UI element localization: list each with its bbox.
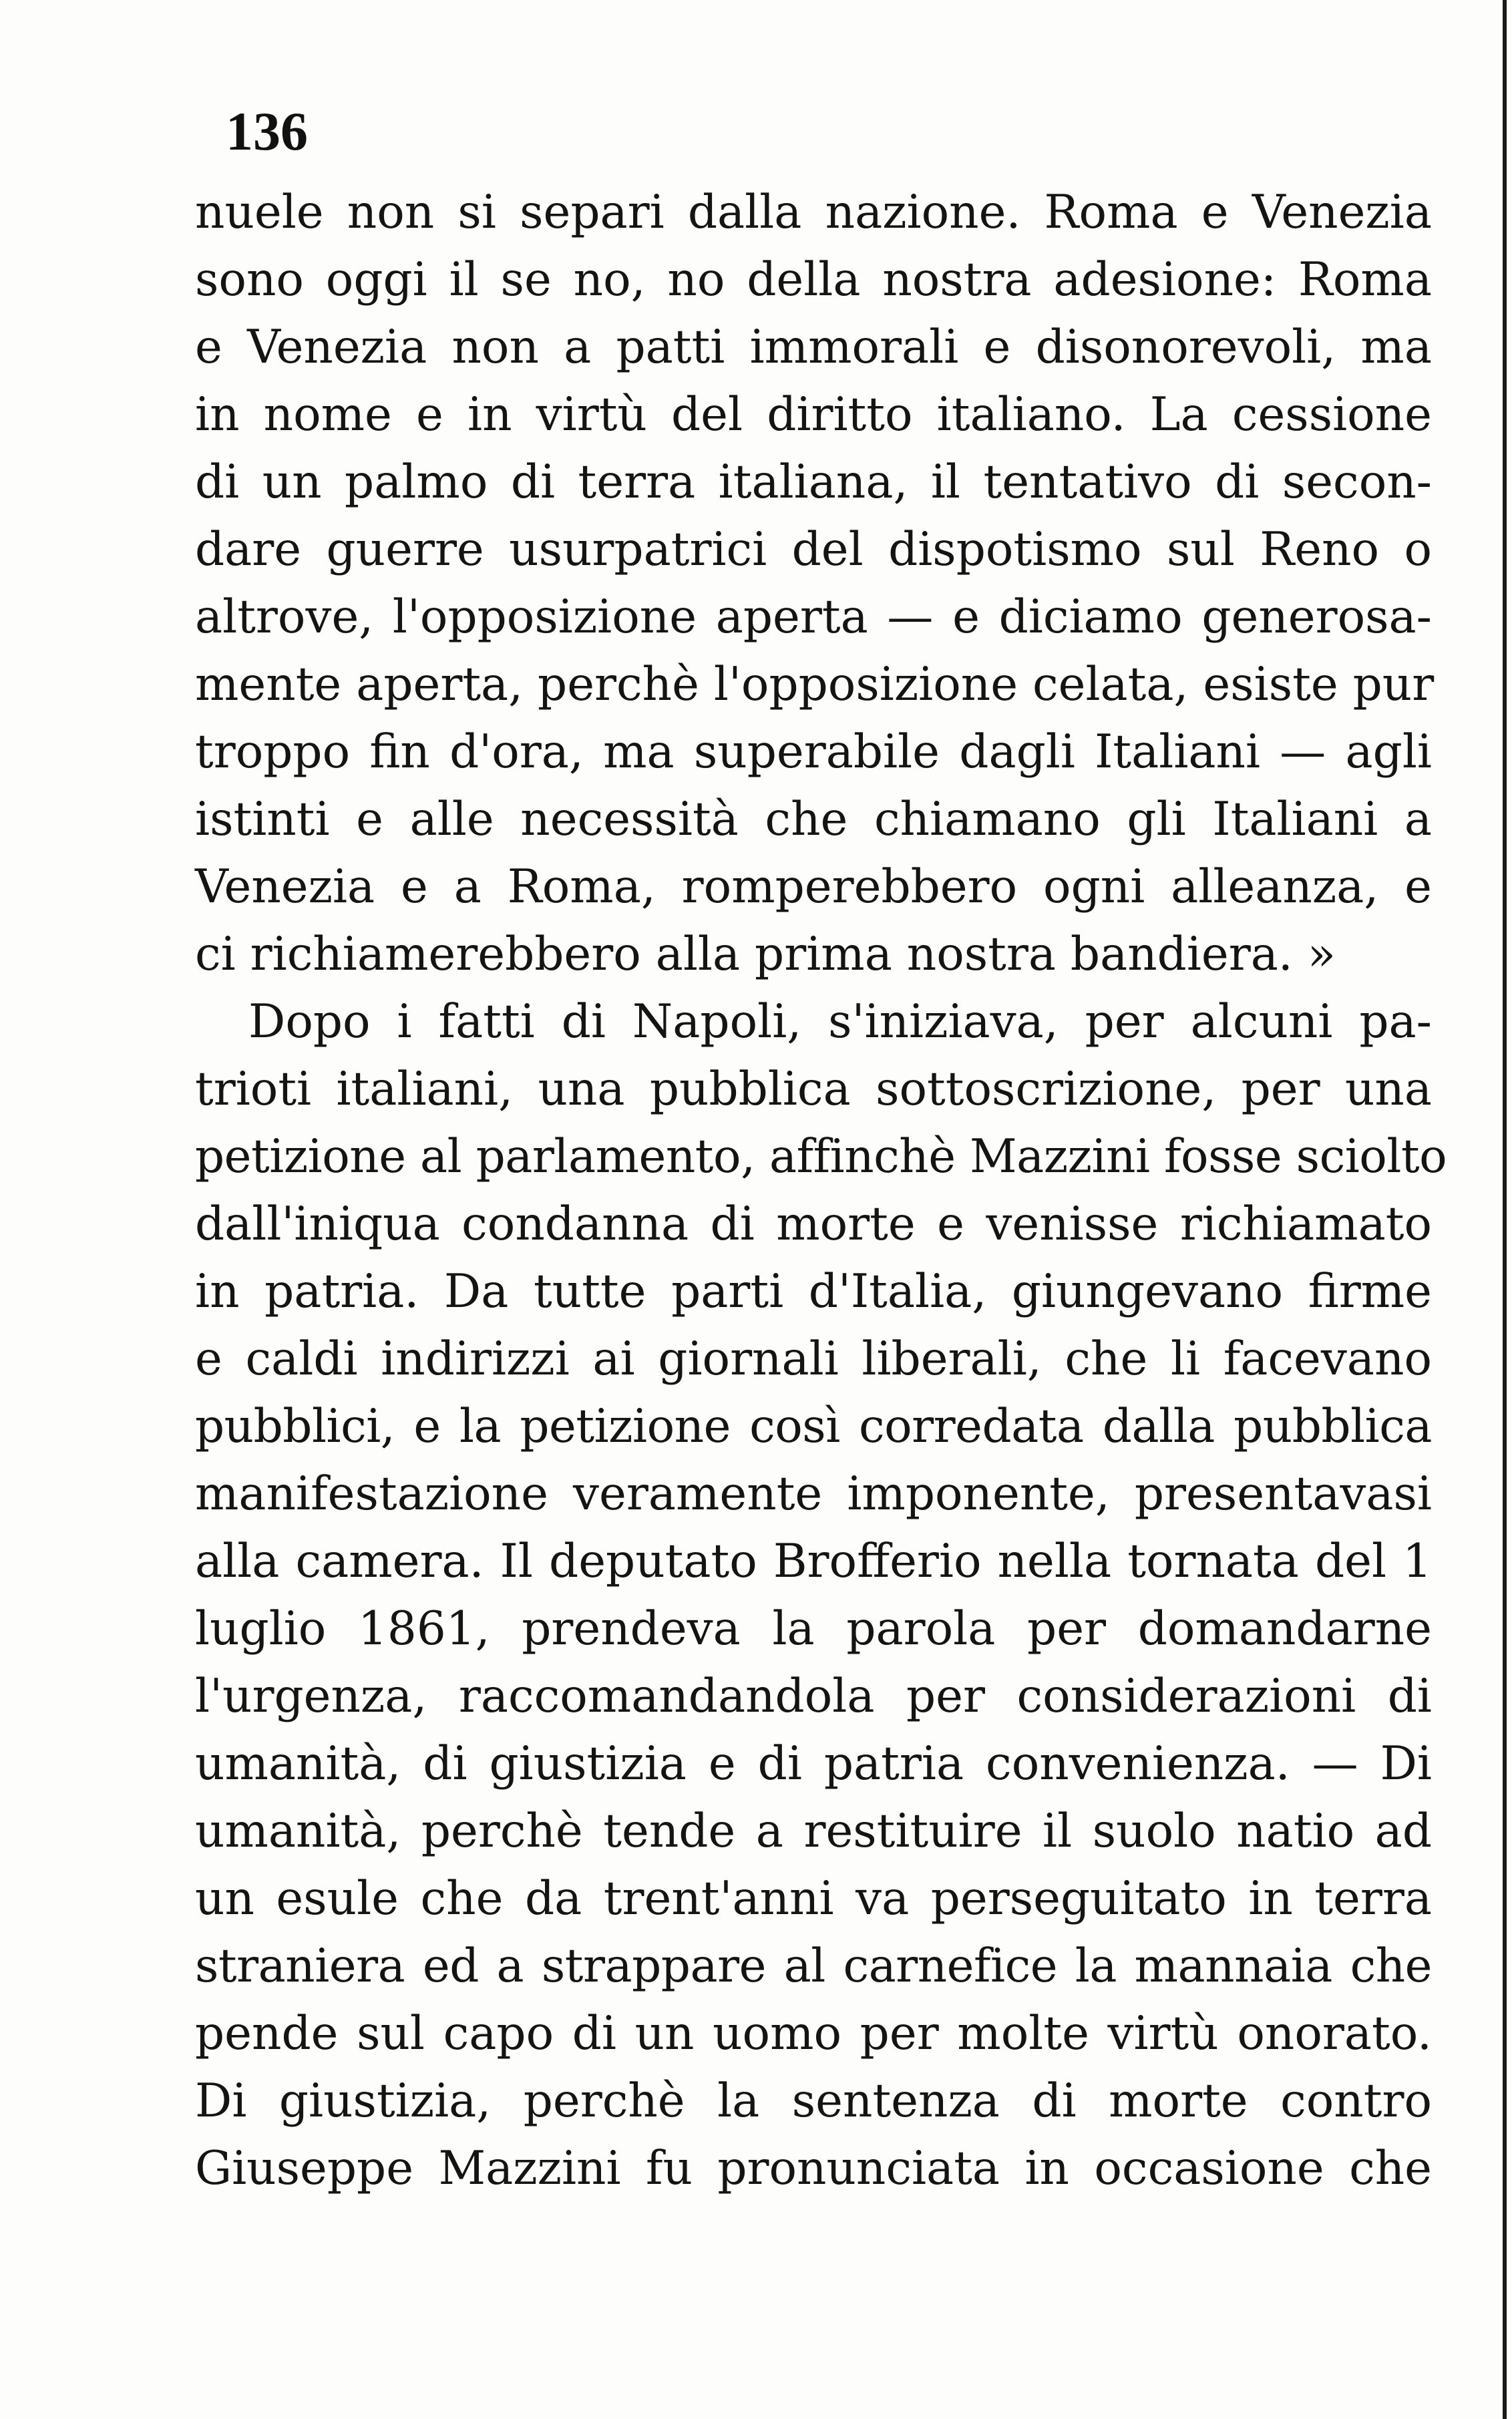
text-line: Venezia e a Roma, romperebbero ogni alleanza, e — [195, 860, 1432, 914]
text-line: e Venezia non a patti immorali e disonorevoli, ma — [195, 321, 1432, 374]
text-line: altrove, l'opposizione aperta — e diciamo generosa- — [195, 590, 1432, 644]
text-line: luglio 1861, prendeva la parola per domandarne — [195, 1602, 1432, 1656]
text-line: e caldi indirizzi ai giornali liberali, che li facevano — [195, 1332, 1432, 1386]
text-line: in nome e in virtù del diritto italiano. La cessione — [195, 388, 1432, 441]
text-line: pubblici, e la petizione così corredata dalla pubblica — [195, 1400, 1432, 1453]
text-line: di un palmo di terra italiana, il tentativo di secon- — [195, 455, 1432, 509]
text-line: in patria. Da tutte parti d'Italia, giungevano firme — [195, 1265, 1432, 1318]
text-line: straniera ed a strappare al carnefice la mannaia che — [195, 1939, 1432, 1993]
text-line: sono oggi il se no, no della nostra adesione: Roma — [195, 253, 1432, 307]
text-line: alla camera. Il deputato Brofferio nella tornata del 1 — [195, 1535, 1432, 1588]
text-line: dall'iniqua condanna di morte e venisse richiamato — [195, 1197, 1432, 1251]
text-line: un esule che da trent'anni va perseguitato in terra — [195, 1872, 1432, 1925]
text-line: l'urgenza, raccomandandola per considerazioni di — [195, 1670, 1432, 1723]
text-line: dare guerre usurpatrici del dispotismo sul Reno o — [195, 523, 1432, 576]
text-line: pende sul capo di un uomo per molte virtù onorato. — [195, 2007, 1432, 2060]
text-line: troppo fin d'ora, ma superabile dagli Italiani — agli — [195, 725, 1432, 779]
page-number: 136 — [226, 101, 308, 162]
text-line: petizione al parlamento, affinchè Mazzini fosse sciolto — [195, 1130, 1447, 1183]
text-line: Giuseppe Mazzini fu pronunciata in occasione che — [195, 2142, 1432, 2195]
body-text — [195, 179, 1447, 2203]
text-line: mente aperta, perchè l'opposizione celata, esiste pur — [195, 658, 1435, 711]
text-line: umanità, perchè tende a restituire il suolo natio ad — [195, 1805, 1432, 1858]
text-line: manifestazione veramente imponente, presentavasi — [195, 1467, 1432, 1521]
text-line: istinti e alle necessità che chiamano gli Italiani a — [195, 793, 1432, 846]
text-line: ci richiamerebbero alla prima nostra bandiera. » — [195, 928, 1336, 981]
text-line: nuele non si separi dalla nazione. Roma e Venezia — [195, 186, 1432, 239]
text-line: umanità, di giustizia e di patria convenienza. — Di — [195, 1737, 1432, 1791]
paragraph-first-line: Dopo i fatti di Napoli, s'iniziava, per alcuni pa- — [248, 995, 1432, 1049]
page-edge-shadow — [1503, 0, 1507, 2419]
text-line: Di giustizia, perchè la sentenza di morte contro — [195, 2074, 1432, 2128]
text-line: trioti italiani, una pubblica sottoscrizione, per una — [195, 1063, 1432, 1116]
